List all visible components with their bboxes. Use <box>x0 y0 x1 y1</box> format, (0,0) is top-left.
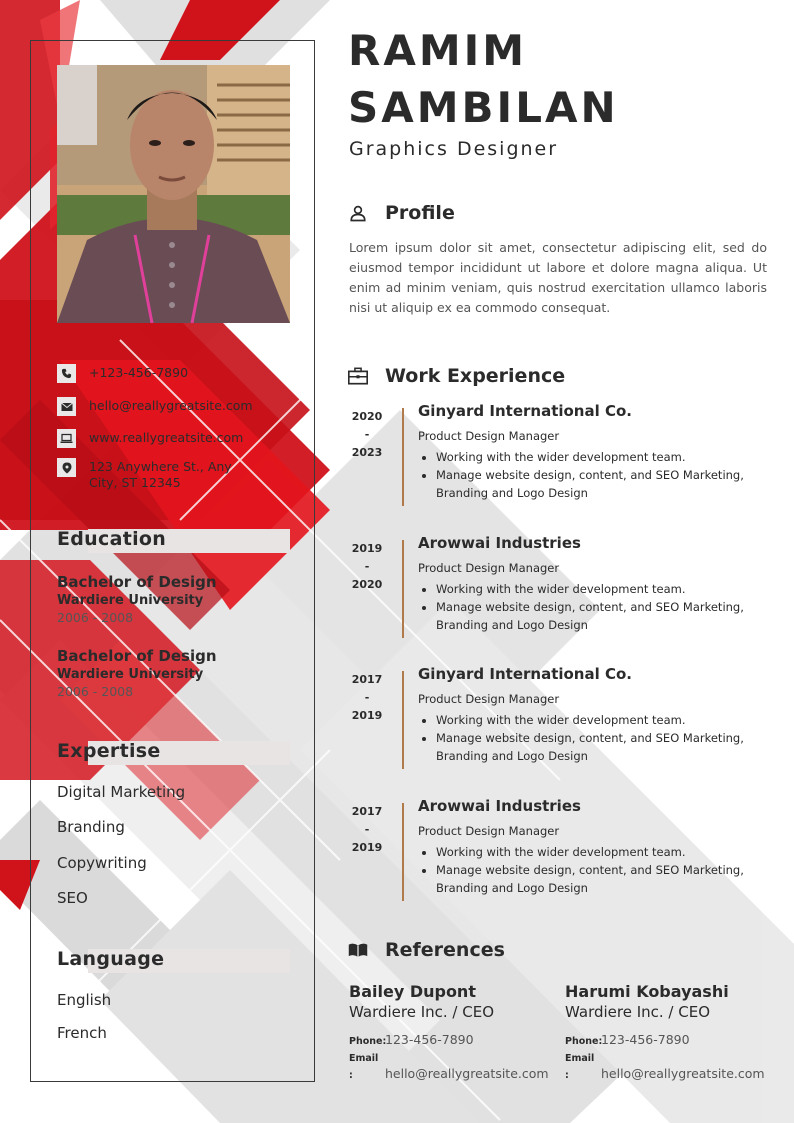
reference-phone-value[interactable]: 123-456-7890 <box>601 1032 690 1047</box>
job-year-separator: - <box>364 823 370 836</box>
job-bullets <box>418 448 766 502</box>
education-heading: Education <box>57 528 167 550</box>
education-degree: Bachelor of Design <box>57 573 217 591</box>
job-bullet: • Manage website design, content, and SEO Marketing, Branding and Logo Design <box>436 861 766 897</box>
job-start-year: 2017 <box>351 673 383 686</box>
timeline-line <box>402 408 404 506</box>
education-item <box>57 647 217 700</box>
reference-name: Bailey Dupont <box>349 982 476 1001</box>
job-bullet: • Working with the wider development team. <box>436 843 766 861</box>
reference-phone <box>349 1031 549 1050</box>
education-years: 2006 - 2008 <box>57 684 134 699</box>
contact-address-text: 123 Anywhere St., Any City, ST 12345 <box>89 459 232 490</box>
mail-icon <box>57 397 76 416</box>
education-school: Wardiere University <box>57 593 204 608</box>
education-school: Wardiere University <box>57 667 204 682</box>
work-heading-text: Work Experience <box>385 365 566 387</box>
candidate-name <box>348 22 619 136</box>
reference-email-value[interactable]: hello@reallygreatsite.com <box>601 1066 765 1081</box>
user-icon <box>348 203 368 223</box>
job-bullets <box>418 580 766 634</box>
job-bullet: • Manage website design, content, and SEO Marketing, Branding and Logo Design <box>436 729 766 765</box>
references-heading <box>348 939 505 961</box>
contact-website-text[interactable]: www.reallygreatsite.com <box>89 430 244 445</box>
job-year-separator: - <box>364 560 370 573</box>
job-entry <box>348 402 768 506</box>
job-role: Product Design Manager <box>418 692 560 706</box>
job-end-year: 2019 <box>351 841 383 854</box>
language-heading: Language <box>57 948 165 970</box>
last-name: SAMBILAN <box>348 83 619 132</box>
job-bullet: • Working with the wider development team. <box>436 711 766 729</box>
job-role: Product Design Manager <box>418 429 560 443</box>
timeline-line <box>402 803 404 901</box>
job-bullet: • Manage website design, content, and SEO Marketing, Branding and Logo Design <box>436 598 766 634</box>
job-start-year: 2020 <box>351 410 383 423</box>
book-icon <box>348 940 368 960</box>
job-company: Arowwai Industries <box>418 534 581 552</box>
education-item <box>57 573 217 626</box>
expertise-item: Digital Marketing <box>57 783 186 801</box>
job-bullet: • Working with the wider development team. <box>436 448 766 466</box>
job-entry <box>348 797 768 901</box>
job-entry <box>348 665 768 769</box>
job-title: Graphics Designer <box>349 138 559 160</box>
job-role: Product Design Manager <box>418 561 560 575</box>
reference-org: Wardiere Inc. / CEO <box>565 1003 711 1021</box>
job-years <box>348 540 386 594</box>
reference-email <box>565 1050 765 1084</box>
contact-phone-text[interactable]: +123-456-7890 <box>89 365 189 380</box>
job-year-separator: - <box>364 428 370 441</box>
expertise-item: Copywriting <box>57 854 147 872</box>
references-heading-text: References <box>385 939 505 961</box>
phone-label: Phone: <box>565 1036 603 1047</box>
language-item: English <box>57 991 112 1009</box>
job-year-separator: - <box>364 691 370 704</box>
job-years <box>348 408 386 462</box>
job-entry <box>348 534 768 638</box>
reference-email <box>349 1050 549 1084</box>
language-item: French <box>57 1024 107 1042</box>
expertise-item: Branding <box>57 818 125 836</box>
laptop-icon <box>57 429 76 448</box>
profile-text: Lorem ipsum dolor sit amet, consectetur adipiscing elit, sed do eiusmod tempor incididunt ut labore et dolore magna aliqua. Ut enim ad minim veniam, quis nostrud exercitation ullamco laboris nisi ut aliquip ex ea commodo consequat. <box>349 240 767 315</box>
contact-website <box>57 429 243 448</box>
job-end-year: 2023 <box>351 446 383 459</box>
job-company: Ginyard International Co. <box>418 665 632 683</box>
profile-heading-text: Profile <box>385 202 455 224</box>
job-bullets <box>418 711 766 765</box>
job-company: Ginyard International Co. <box>418 402 632 420</box>
job-start-year: 2017 <box>351 805 383 818</box>
timeline-line <box>402 540 404 638</box>
job-bullet: • Manage website design, content, and SEO Marketing, Branding and Logo Design <box>436 466 766 502</box>
education-years: 2006 - 2008 <box>57 610 134 625</box>
reference-phone-value[interactable]: 123-456-7890 <box>385 1032 474 1047</box>
contact-address <box>57 458 249 491</box>
email-label: Email : <box>349 1053 379 1081</box>
phone-icon <box>57 364 76 383</box>
job-start-year: 2019 <box>351 542 383 555</box>
phone-label: Phone: <box>349 1036 387 1047</box>
profile-heading <box>348 202 455 224</box>
contact-email <box>57 397 253 416</box>
job-company: Arowwai Industries <box>418 797 581 815</box>
reference-org: Wardiere Inc. / CEO <box>349 1003 495 1021</box>
expertise-item: SEO <box>57 889 88 907</box>
job-bullets <box>418 843 766 897</box>
job-role: Product Design Manager <box>418 824 560 838</box>
job-years <box>348 803 386 857</box>
job-bullet: • Working with the wider development team. <box>436 580 766 598</box>
briefcase-icon <box>348 366 368 386</box>
expertise-heading: Expertise <box>57 740 161 762</box>
job-end-year: 2020 <box>351 578 383 591</box>
reference-name: Harumi Kobayashi <box>565 982 729 1001</box>
sidebar-frame <box>30 40 315 1082</box>
location-icon <box>57 458 76 477</box>
work-heading <box>348 365 565 387</box>
reference-card <box>349 981 549 1084</box>
first-name: RAMIM <box>348 26 528 75</box>
education-degree: Bachelor of Design <box>57 647 217 665</box>
contact-email-text[interactable]: hello@reallygreatsite.com <box>89 398 253 413</box>
job-end-year: 2019 <box>351 709 383 722</box>
email-label: Email : <box>565 1053 595 1081</box>
reference-phone <box>565 1031 765 1050</box>
reference-email-value[interactable]: hello@reallygreatsite.com <box>385 1066 549 1081</box>
reference-card <box>565 981 765 1084</box>
timeline-line <box>402 671 404 769</box>
job-years <box>348 671 386 725</box>
contact-phone <box>57 364 188 383</box>
